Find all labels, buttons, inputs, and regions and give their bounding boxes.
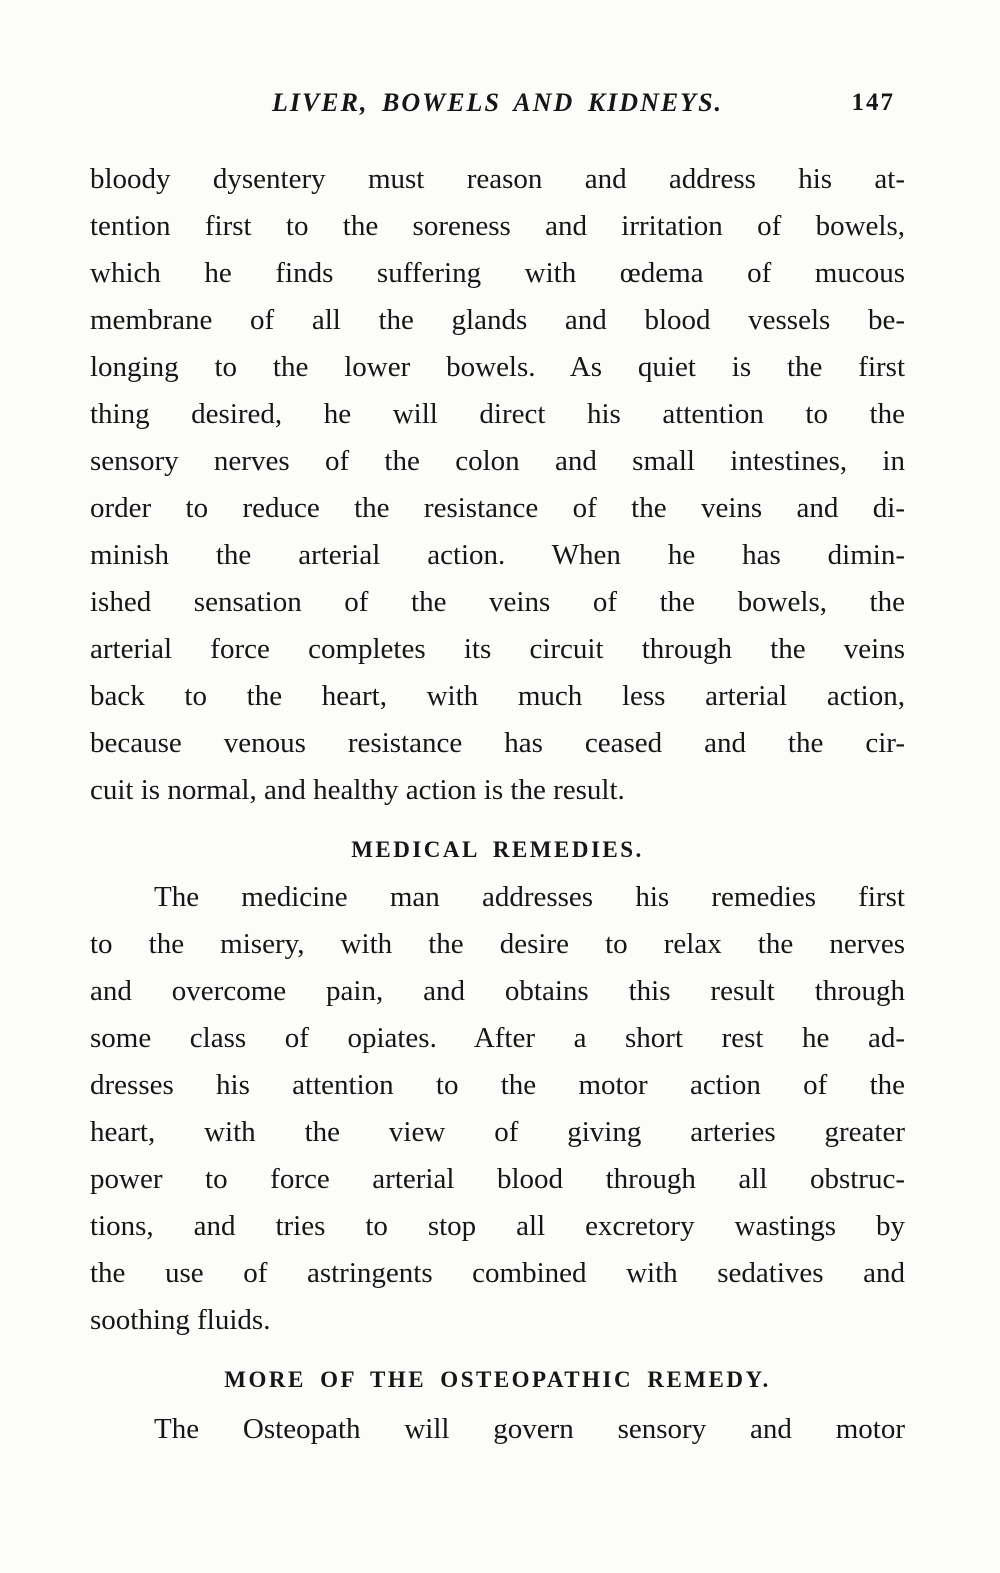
text-line: order to reduce the resistance of the veins and di- [90, 492, 905, 524]
text-line: tions, and tries to stop all excretory wastings by [90, 1210, 905, 1242]
text-line: dresses his attention to the motor action of the [90, 1069, 905, 1101]
text-line: heart, with the view of giving arteries greater [90, 1116, 905, 1148]
paragraph-1 [90, 156, 905, 814]
text-line: because venous resistance has ceased and the cir- [90, 727, 905, 759]
page-number: 147 [851, 89, 895, 116]
text-line: membrane of all the glands and blood vessels be- [90, 304, 905, 336]
text-line: sensory nerves of the colon and small intestines, in [90, 445, 905, 477]
text-line: The medicine man addresses his remedies first [154, 881, 905, 913]
text-line: which he finds suffering with œdema of mucous [90, 257, 905, 289]
text-line: thing desired, he will direct his attention to the [90, 398, 905, 430]
text-line: cuit is normal, and healthy action is the result. [90, 774, 625, 806]
paragraph-2 [90, 874, 905, 1344]
text-line: and overcome pain, and obtains this result through [90, 975, 905, 1007]
page-content [90, 156, 905, 1453]
text-line: tention first to the soreness and irritation of bowels, [90, 210, 905, 242]
text-line: soothing fluids. [90, 1304, 271, 1336]
section-heading-more-osteopathic-remedy: MORE OF THE OSTEOPATHIC REMEDY. [224, 1367, 771, 1392]
paragraph-3 [90, 1406, 905, 1453]
text-line: some class of opiates. After a short rest he ad- [90, 1022, 905, 1054]
text-line: longing to the lower bowels. As quiet is the first [90, 351, 905, 383]
text-line: The Osteopath will govern sensory and motor [154, 1413, 905, 1445]
text-line: the use of astringents combined with sedatives and [90, 1257, 905, 1289]
header-title: LIVER, BOWELS AND KIDNEYS. [271, 88, 724, 117]
text-line: to the misery, with the desire to relax the nerves [90, 928, 905, 960]
text-line: back to the heart, with much less arterial action, [90, 680, 905, 712]
text-line: bloody dysentery must reason and address his at- [90, 163, 905, 195]
section-heading-medical-remedies: MEDICAL REMEDIES. [351, 837, 644, 862]
text-line: ished sensation of the veins of the bowels, the [90, 586, 905, 618]
text-line: power to force arterial blood through all obstruc- [90, 1163, 905, 1195]
text-line: minish the arterial action. When he has dimin- [90, 539, 905, 571]
text-line: arterial force completes its circuit through the veins [90, 633, 905, 665]
running-header [90, 86, 905, 120]
